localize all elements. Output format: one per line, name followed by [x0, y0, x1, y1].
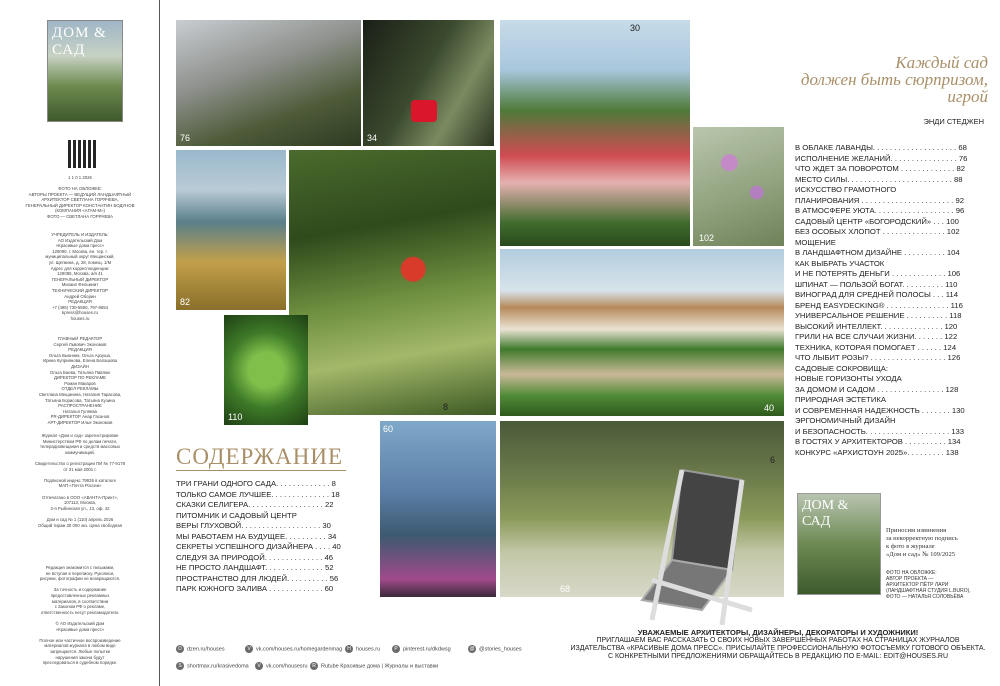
toc-entry: НОВЫЕ ГОРИЗОНТЫ УХОДА: [795, 374, 902, 383]
toc-entry: И СОВРЕМЕННАЯ НАДЕЖНОСТЬ . . . . . . . 130: [795, 405, 965, 415]
toc-entry: ТОЛЬКО САМОЕ ЛУЧШЕЕ. . . . . . . . . . . . . . 18: [176, 489, 340, 499]
vk-icon: V: [255, 662, 263, 670]
imprint-line: ул. Щепкина, д. 28, помещ. 1/М: [48, 259, 112, 265]
toc-entry: МЕСТО СИЛЫ. . . . . . . . . . . . . . . . . . . . . . . . . 88: [795, 174, 963, 184]
imprint-line: 129090, г. Москва, вн. тер. г.: [52, 248, 108, 254]
imprint-line: Светлана Мещанина, Наталия Тарасова,: [38, 391, 122, 397]
imprint-line: АВТОРЫ ПРОЕКТА — ВЕДУЩИЙ ЛАНДШАФТНЫЙ: [28, 191, 132, 197]
imprint-line: АРТ-ДИРЕКТОР Илья Экономов: [47, 419, 113, 425]
imprint-line: Отпечатано в ООО «АВАНТА-Принт»,: [42, 494, 118, 500]
staff-list: [8, 336, 152, 426]
toc-entry: ВЫСОКИЙ ИНТЕЛЛЕКТ. . . . . . . . . . . . . . . 120: [795, 321, 958, 331]
toc-entry: САДОВЫЕ СОКРОВИЩА:: [795, 363, 889, 373]
toc-entry: СЕКРЕТЫ УСПЕШНОГО ДИЗАЙНЕРА . . . . 40: [176, 542, 341, 551]
correction-credit: [886, 570, 998, 600]
toc-entry: ШПИНАТ — ПОЛЬЗОЙ БОГАТ. . . . . . . . . . 110: [795, 279, 958, 289]
toc-entry: БРЕНД EASYDECKING® . . . . . . . . . . . . . . . 116: [795, 300, 963, 310]
toc-entry: ВЕРЫ ГЛУХОВОЙ. . . . . . . . . . . . . . . . . . . 30: [176, 521, 331, 530]
pinterest-icon: P: [392, 645, 400, 653]
photo-garden-terrace: 76: [176, 20, 361, 146]
imprint-line: запрещается. Любые попытки: [50, 648, 110, 654]
contents-heading: СОДЕРЖАНИЕ: [176, 444, 344, 469]
toc-entry: ТРИ ГРАНИ ОДНОГО САДА. . . . . . . . . . . . . 8: [176, 479, 336, 488]
toc-entry: И НЕ ПОТЕРЯТЬ ДЕНЬГИ . . . . . . . . . . . . . 106: [795, 269, 961, 278]
imprint-line: муниципальный округ Мещанский,: [45, 254, 115, 260]
photo-lush-garden-path: 8: [289, 150, 496, 415]
rutube-icon: R: [310, 662, 318, 670]
imprint-line: houses.ru: [70, 315, 90, 321]
imprint-line: Андрей Оборин: [64, 293, 96, 299]
notice-info: [8, 565, 152, 666]
imprint-line: PR-ДИРЕКТОР Анар Гасанов: [50, 414, 110, 420]
imprint-line: нарушения закона будут: [55, 654, 105, 660]
imprint-line: Ирина Куприянова, Елена Балашова: [43, 358, 117, 364]
dzen-icon: D: [176, 645, 184, 653]
toc-entry: ВИНОГРАД ДЛЯ СРЕДНЕЙ ПОЛОСЫ . . . 114: [795, 290, 958, 299]
issue-number: 1 1 0 1 2026: [68, 175, 92, 180]
toc-entry: ИСКУССТВО ГРАМОТНОГО: [795, 185, 897, 194]
toc-entry: В АТМОСФЕРЕ УЮТА. . . . . . . . . . . . . . . . . . . 96: [795, 206, 965, 215]
toc-entry: ЧТО ЛЫБИТ РОЗЫ? . . . . . . . . . . . . . . . . . . 126: [795, 353, 961, 362]
imprint-line: Татьяна Борисова, Татьяна Кузина: [45, 397, 115, 403]
toc-entry: КАК ВЫБРАТЬ УЧАСТОК: [795, 258, 885, 268]
toc-entry: В ОБЛАКЕ ЛАВАНДЫ. . . . . . . . . . . . . . . . . . . . 68: [795, 143, 967, 152]
photo-estate-lawn: 40: [500, 249, 784, 416]
correction-line: ФОТО НА ОБЛОЖКЕ:: [886, 570, 937, 576]
correction-line: АВТОР ПРОЕКТА —: [886, 576, 934, 582]
imprint-line: Министерством РФ по делам печати,: [42, 438, 118, 444]
previous-cover-image: [797, 493, 881, 595]
correction-line: за некорректную подпись: [886, 535, 958, 542]
toc-entry: ТЕХНИКА, КОТОРАЯ ПОМОГАЕТ . . . . . . 124: [795, 342, 957, 352]
imprint-line: ТЕХНИЧЕСКИЙ ДИРЕКТОР: [51, 287, 109, 293]
imprint-line: АРХИТЕКТОР СВЕТЛАНА ГОРЯЧЕВА,: [41, 197, 119, 203]
social-shortmax[interactable]: S shortmax.ru/krasivedoma: [176, 662, 249, 670]
epigraph-quote: Каждый сад должен быть сюрпризом, игрой: [800, 53, 988, 106]
imprint-line: 129085, Москва, а/я 41: [57, 271, 103, 277]
imprint-line: Полное или частичное воспроизведение: [39, 637, 121, 643]
imprint-line: РАСПРОСТРАНЕНИЕ: [58, 403, 102, 409]
imprint-line: материалов, в соответствии: [51, 598, 109, 604]
previous-cover-title: ДОМ & САД: [802, 498, 849, 529]
imprint-line: с Законом РФ о рекламе,: [54, 604, 106, 610]
photo-lavender-lounge: 68: [500, 421, 784, 597]
correction-line: «Дом и сад» № 109/2025: [886, 551, 956, 558]
cover-credit: [8, 186, 152, 220]
toc-entry: УНИВЕРСАЛЬНОЕ РЕШЕНИЕ . . . . . . . . . . 118: [795, 311, 962, 320]
imprint-line: «Красивые дома пресс»: [55, 626, 105, 632]
imprint-line: АО Издательский Дом: [57, 237, 103, 243]
imprint-line: ФОТО НА ОБЛОЖКЕ:: [58, 186, 102, 191]
imprint-line: Ольга Баева, Татьяна Павлюк: [49, 369, 111, 375]
toc-entry: ГРИЛИ НА ВСЕ СЛУЧАИ ЖИЗНИ. . . . . . . 122: [795, 332, 958, 341]
imprint-line: За точность и содержание: [53, 587, 107, 593]
toc-entry: ПРИРОДНАЯ ЭСТЕТИКА: [795, 395, 886, 404]
imprint-line: материалов журнала в любом виде: [44, 643, 116, 649]
legal-info: [8, 433, 152, 528]
shortmax-icon: S: [176, 662, 184, 670]
imprint-line: РЕДАКЦИЯ: [68, 299, 92, 305]
imprint-line: 107113, Москва,: [63, 500, 97, 506]
quote-author: ЭНДИ СТЕДЖЕН: [923, 117, 984, 126]
toc-entry: МЫ РАБОТАЕМ НА БУДУЩЕЕ. . . . . . . . . . 34: [176, 531, 337, 541]
toc-entry: ПРОСТРАНСТВО ДЛЯ ЛЮДЕЙ. . . . . . . . . . 56: [176, 573, 339, 583]
photo-supertree-grove: 60: [380, 421, 496, 597]
toc-left-list: [176, 479, 376, 595]
stories-icon: @: [469, 646, 475, 652]
toc-entry: НЕ ПРОСТО ЛАНДШАФТ. . . . . . . . . . . . . . 52: [176, 563, 334, 572]
qr-code-icon: [68, 140, 96, 168]
publisher-info: [8, 232, 152, 322]
page-number-6: 6: [770, 455, 776, 465]
imprint-line: РЕДАКЦИЯ: [68, 347, 92, 353]
toc-entry: КОНКУРС «АРХИСТОУН 2025». . . . . . . . . 138: [795, 447, 959, 457]
imprint-line: ДИРЕКТОР ПО РЕКЛАМЕ: [53, 375, 107, 381]
photo-spinach-plant: 110: [224, 315, 308, 425]
imprint-line: Сергей Львович Экономов: [53, 341, 107, 347]
photo-deck-chair: [612, 460, 782, 628]
imprint-line: Дом и сад № 1 (110) апрель 2026: [46, 516, 114, 522]
social-houses[interactable]: H houses.ru: [345, 645, 380, 653]
correction-line: к фото в журнале: [886, 543, 935, 550]
call-for-submissions: УВАЖАЕМЫЕ АРХИТЕКТОРЫ, ДИЗАЙНЕРЫ, ДЕКОРАТОРЫ И ХУДОЖНИКИ! ПРИГЛАШАЕМ ВАС РАССКАЗАТЬ О СВОИХ НОВЫХ ЗАВЕРШЕННЫХ РАБОТАХ НА СТРАНИЦАХ ЖУРНАЛОВ ИЗДАТЕЛЬСТВА «КРАСИВЫЕ ДОМА ПРЕСС». ПРИСЫЛАЙТЕ ПРОФЕССИОНАЛЬНУЮ ФОТОСЪЕМКУ ГОТОВОГО ОБЪЕКТА. С КОНКРЕТНЫМИ ПРЕДЛОЖЕНИЯМИ ОБРАЩАЙТЕСЬ В РЕДАКЦИЮ ПО E-MAIL: EDIT@HOUSES.RU: [570, 628, 986, 660]
photo-flower-park: 30: [500, 20, 690, 246]
imprint-line: коммуникаций.: [64, 449, 95, 455]
imprint-line: ГЕНЕРАЛЬНЫЙ ДИРЕКТОР: [51, 276, 109, 282]
imprint-line: «Красивые дома пресс»: [55, 243, 105, 249]
correction-line: (ЛАНДШАФТНАЯ СТУДИЯ L.BURO),: [886, 588, 971, 594]
magazine-cover-image: [47, 20, 123, 122]
toc-entry: ЗА ДОМОМ И САДОМ . . . . . . . . . . . . . . . . 128: [795, 384, 959, 394]
house-icon: H: [345, 645, 353, 653]
imprint-line: предоставленных рекламных: [50, 592, 110, 598]
toc-entry: САДОВЫЙ ЦЕНТР «БОГОРОДСКИЙ» . . . 100: [795, 216, 959, 226]
imprint-line: ответственность несут рекламодатели.: [40, 609, 120, 615]
toc-entry: ЧТО ЖДЕТ ЗА ПОВОРОТОМ . . . . . . . . . . . . . 82: [795, 164, 966, 173]
imprint-line: Адрес для корреспонденции:: [50, 265, 110, 271]
toc-entry: ПАРК ЮЖНОГО ЗАЛИВА . . . . . . . . . . . . . 60: [176, 584, 334, 593]
imprint-line: Свидетельство о регистрации ПИ № 77-9178: [34, 460, 125, 466]
imprint-line: УЧРЕДИТЕЛЬ И ИЗДАТЕЛЬ:: [51, 232, 109, 237]
imprint-line: телерадиовещания и средств массовых: [39, 444, 121, 450]
imprint-line: Михаил Фельмнит: [61, 282, 99, 288]
toc-right-list: [795, 143, 995, 458]
toc-entry: ПЛАНИРОВАНИЯ . . . . . . . . . . . . . . . . . . . . . . 92: [795, 195, 965, 205]
imprint-line: ГЛАВНЫЙ РЕДАКТОР: [57, 336, 103, 341]
correction-line: Приносим извинения: [886, 527, 947, 534]
toc-entry: СКАЗКИ СЕЛИГЕРА. . . . . . . . . . . . . . . . . . 22: [176, 500, 334, 509]
imprint-line: преследоваться в судебном порядке.: [42, 660, 118, 666]
imprint-line: ГЕНЕРАЛЬНЫЙ ДИРЕКТОР КОНСТАНТИН БОДУНОВ: [25, 202, 135, 208]
photo-verbena-flowers: 102: [693, 127, 784, 246]
imprint-line: kpress@houses.ru: [62, 310, 98, 316]
imprint-line: Подписной индекс 79936 в каталоге: [43, 477, 117, 483]
toc-entry: ЭРГОНОМИЧНЫЙ ДИЗАЙН: [795, 416, 896, 425]
toc-entry: ПИТОМНИК И САДОВЫЙ ЦЕНТР: [176, 510, 297, 520]
social-pinterest[interactable]: P pinterest.ru/dkdwsg: [392, 645, 451, 653]
social-stories[interactable]: @ @stories_houses: [469, 646, 522, 653]
imprint-line: (КОМПАНИЯ «АГАМ-М»): [55, 208, 105, 214]
imprint-line: 2-я Рыбинская ул., 13, оф. 42: [50, 505, 110, 511]
imprint-line: ОТДЕЛ РЕКЛАМЫ: [61, 386, 99, 392]
imprint-line: ФОТО — СВЕТЛАНА ГОРЯЧЕВА: [47, 213, 113, 219]
photo-decorative-gate: 34: [363, 20, 494, 146]
social-dzen[interactable]: D dzen.ru/houses: [176, 645, 225, 653]
imprint-line: Наталья Гуляева: [63, 408, 97, 414]
imprint-line: рисунки, фотографии не возвращаются.: [39, 576, 121, 582]
social-vk[interactable]: V vk.com/housesru: [255, 662, 308, 670]
vk-icon: V: [245, 645, 253, 653]
imprint-line: Редакция знакомится с письмами,: [45, 565, 115, 570]
toc-entry: В ЛАНДШАФТНОМ ДИЗАЙНЕ . . . . . . . . . . 104: [795, 248, 960, 257]
toc-entry: СЛЕДУЯ ЗА ПРИРОДОЙ. . . . . . . . . . . . . . 46: [176, 552, 334, 562]
toc-entry: В ГОСТЯХ У АРХИТЕКТОРОВ . . . . . . . . . . 134: [795, 437, 961, 446]
imprint-line: не вступая в переписку. Рукописи,: [45, 570, 115, 576]
correction-line: ФОТО — НАТАЛЬЯ СОЛОВЬЁВА: [886, 594, 964, 600]
photo-modern-house: 82: [176, 150, 286, 310]
imprint-line: ДИЗАЙН: [71, 363, 89, 369]
social-rutube[interactable]: R Rutube Красивые дома | Журналы и выставки: [310, 662, 438, 670]
imprint-line: © АО Издательский Дом: [55, 620, 105, 626]
imprint-line: +7 (495) 730-5590, 797-9654: [51, 304, 109, 310]
correction-line: АРХИТЕКТОР ПЁТР ЛАРИ: [886, 582, 949, 588]
imprint-line: Журнал «Дом и сад» зарегистрирован: [41, 433, 119, 438]
toc-entry: МОЩЕНИЕ: [795, 237, 836, 247]
heading-divider: [176, 470, 346, 471]
imprint-column: [0, 0, 160, 686]
imprint-line: Ольга Вьюнник, Ольга Арзуша,: [48, 352, 112, 358]
cover-title: ДОМ & САД: [52, 25, 107, 58]
imprint-line: Роман Макаров: [64, 380, 96, 386]
imprint-line: МАП «Почта России»: [58, 483, 102, 489]
imprint-line: Общий тираж 30 000 экз. Цена свободная: [37, 522, 122, 528]
correction-note: [886, 527, 998, 559]
social-vk-group[interactable]: V vk.com/houses.ru/homegardenmag: [245, 645, 342, 653]
imprint-line: от 31 мая 2001 г.: [63, 466, 97, 472]
toc-entry: БЕЗ ОСОБЫХ ХЛОПОТ . . . . . . . . . . . . . . . 102: [795, 227, 960, 236]
toc-entry: ИСПОЛНЕНИЕ ЖЕЛАНИЙ. . . . . . . . . . . . . . . . 76: [795, 153, 968, 163]
toc-entry: И БЕЗОПАСНОСТЬ. . . . . . . . . . . . . . . . . . . . 133: [795, 426, 965, 436]
